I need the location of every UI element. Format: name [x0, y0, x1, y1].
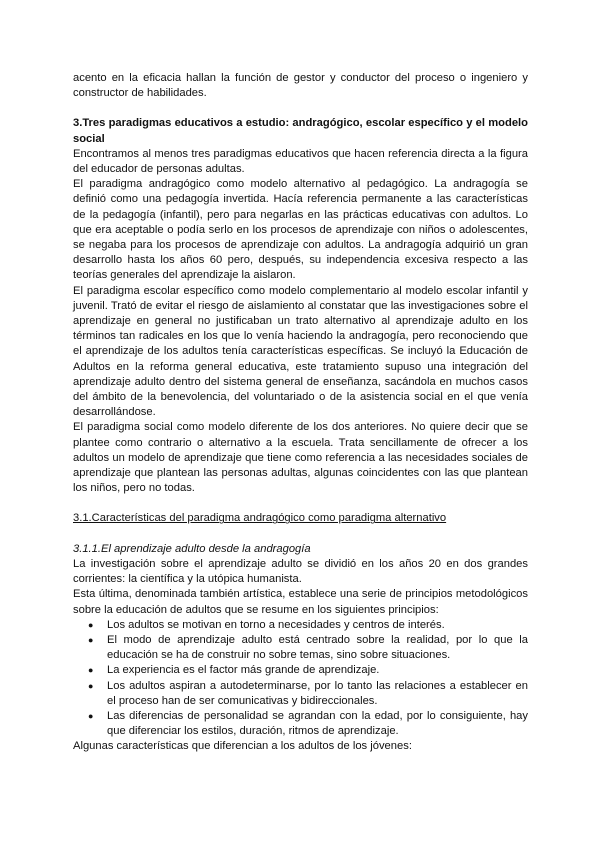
section-3-paragraph-1: Encontramos al menos tres paradigmas educativos que hacen referencia directa a la figura del educador de personas adultas. — [73, 147, 528, 176]
section-3-paragraph-andragogico: El paradigma andragógico como modelo alternativo al pedagógico. La andragogía se definió como una pedagogía invertida. Hacía referencia permanente a las características de la pedagogía (infantil), pero para negarlas en las prácticas educativas con adultos. Lo que era aceptable o podía serlo en los procesos de aprendizaje con niños o adolescentes, se negaba para los procesos de aprendizaje con adultos. La andragogía adquirió un gran desarrollo hasta los años 60 pero, después, su independencia excesiva respecto a las teorías generales del aprendizaje la aislaron. — [73, 178, 528, 282]
list-item: ● Los adultos aspiran a autodeterminarse, por lo tanto las relaciones a establecer en el proceso han de ser comunicativas y bidireccionales. — [73, 679, 528, 709]
closing-paragraph: Algunas características que diferencian a los adultos de los jóvenes: — [73, 740, 412, 753]
spacer — [73, 101, 528, 116]
list-item: ● La experiencia es el factor más grande de aprendizaje. — [73, 663, 528, 678]
section-3-paragraph-social: El paradigma social como modelo diferente de los dos anteriores. No quiere decir que se plantee como contrario o alternativo a la escuela. Trata sencillamente de ofrecer a los adultos un modelo de aprendizaje que tiene como referencia a las necesidades sociales de aprendizaje que plantean las personas adultas, algunas coincidentes con las que plantean los niños, pero no todas. — [73, 421, 528, 495]
spacer — [73, 496, 528, 511]
section-3-1-1-paragraph-1: La investigación sobre el aprendizaje adulto se dividió en los años 20 en dos grandes corrientes: la científica y la utópica humanista. — [73, 557, 528, 586]
list-item: ● Las diferencias de personalidad se agrandan con la edad, por lo consiguiente, hay que diferenciar los estilos, duración, ritmos de aprendizaje. — [73, 709, 528, 739]
section-3-heading: 3.Tres paradigmas educativos a estudio: andragógico, escolar específico y el modelo social — [73, 117, 528, 145]
section-3-1-1-heading: 3.1.1.El aprendizaje adulto desde la andragogía — [73, 542, 311, 555]
principles-list — [73, 618, 528, 740]
section-3-paragraph-escolar: El paradigma escolar específico como modelo complementario al modelo escolar infantil y juvenil. Trató de evitar el riesgo de aislamiento al constatar que las investigaciones sobre el aprendizaje en general no justificaban un trato alternativo al aprendizaje adulto en los términos tan radicales en los que lo venía haciendo la andragogía, pero reconociendo que el aprendizaje de los adultos tenía características específicas. Se incluyó la Educación de Adultos en la reforma general educativa, este tratamiento supuso una integración del aprendizaje adulto dentro del sistema general de enseñanza, sacándola en muchos casos del ámbito de la benevolencia, del voluntariado o de la asistencia social en el que venía desarrollándose. — [73, 284, 528, 419]
list-item: ● El modo de aprendizaje adulto está centrado sobre la realidad, por lo que la educación se ha de construir no sobre temas, sino sobre situaciones. — [73, 633, 528, 663]
section-3-1-1-paragraph-2: Esta última, denominada también artística, establece una serie de principios metodológicos sobre la educación de adultos que se resume en los siguientes principios: — [73, 588, 528, 616]
list-item: ● Los adultos se motivan en torno a necesidades y centros de interés. — [73, 618, 528, 633]
document-body — [73, 71, 528, 755]
section-3-1-heading: 3.1.Características del paradigma andragógico como paradigma alternativo — [73, 512, 447, 525]
intro-paragraph: acento en la eficacia hallan la función de gestor y conductor del proceso o ingeniero y constructor de habilidades. — [73, 72, 528, 100]
spacer — [73, 527, 528, 542]
